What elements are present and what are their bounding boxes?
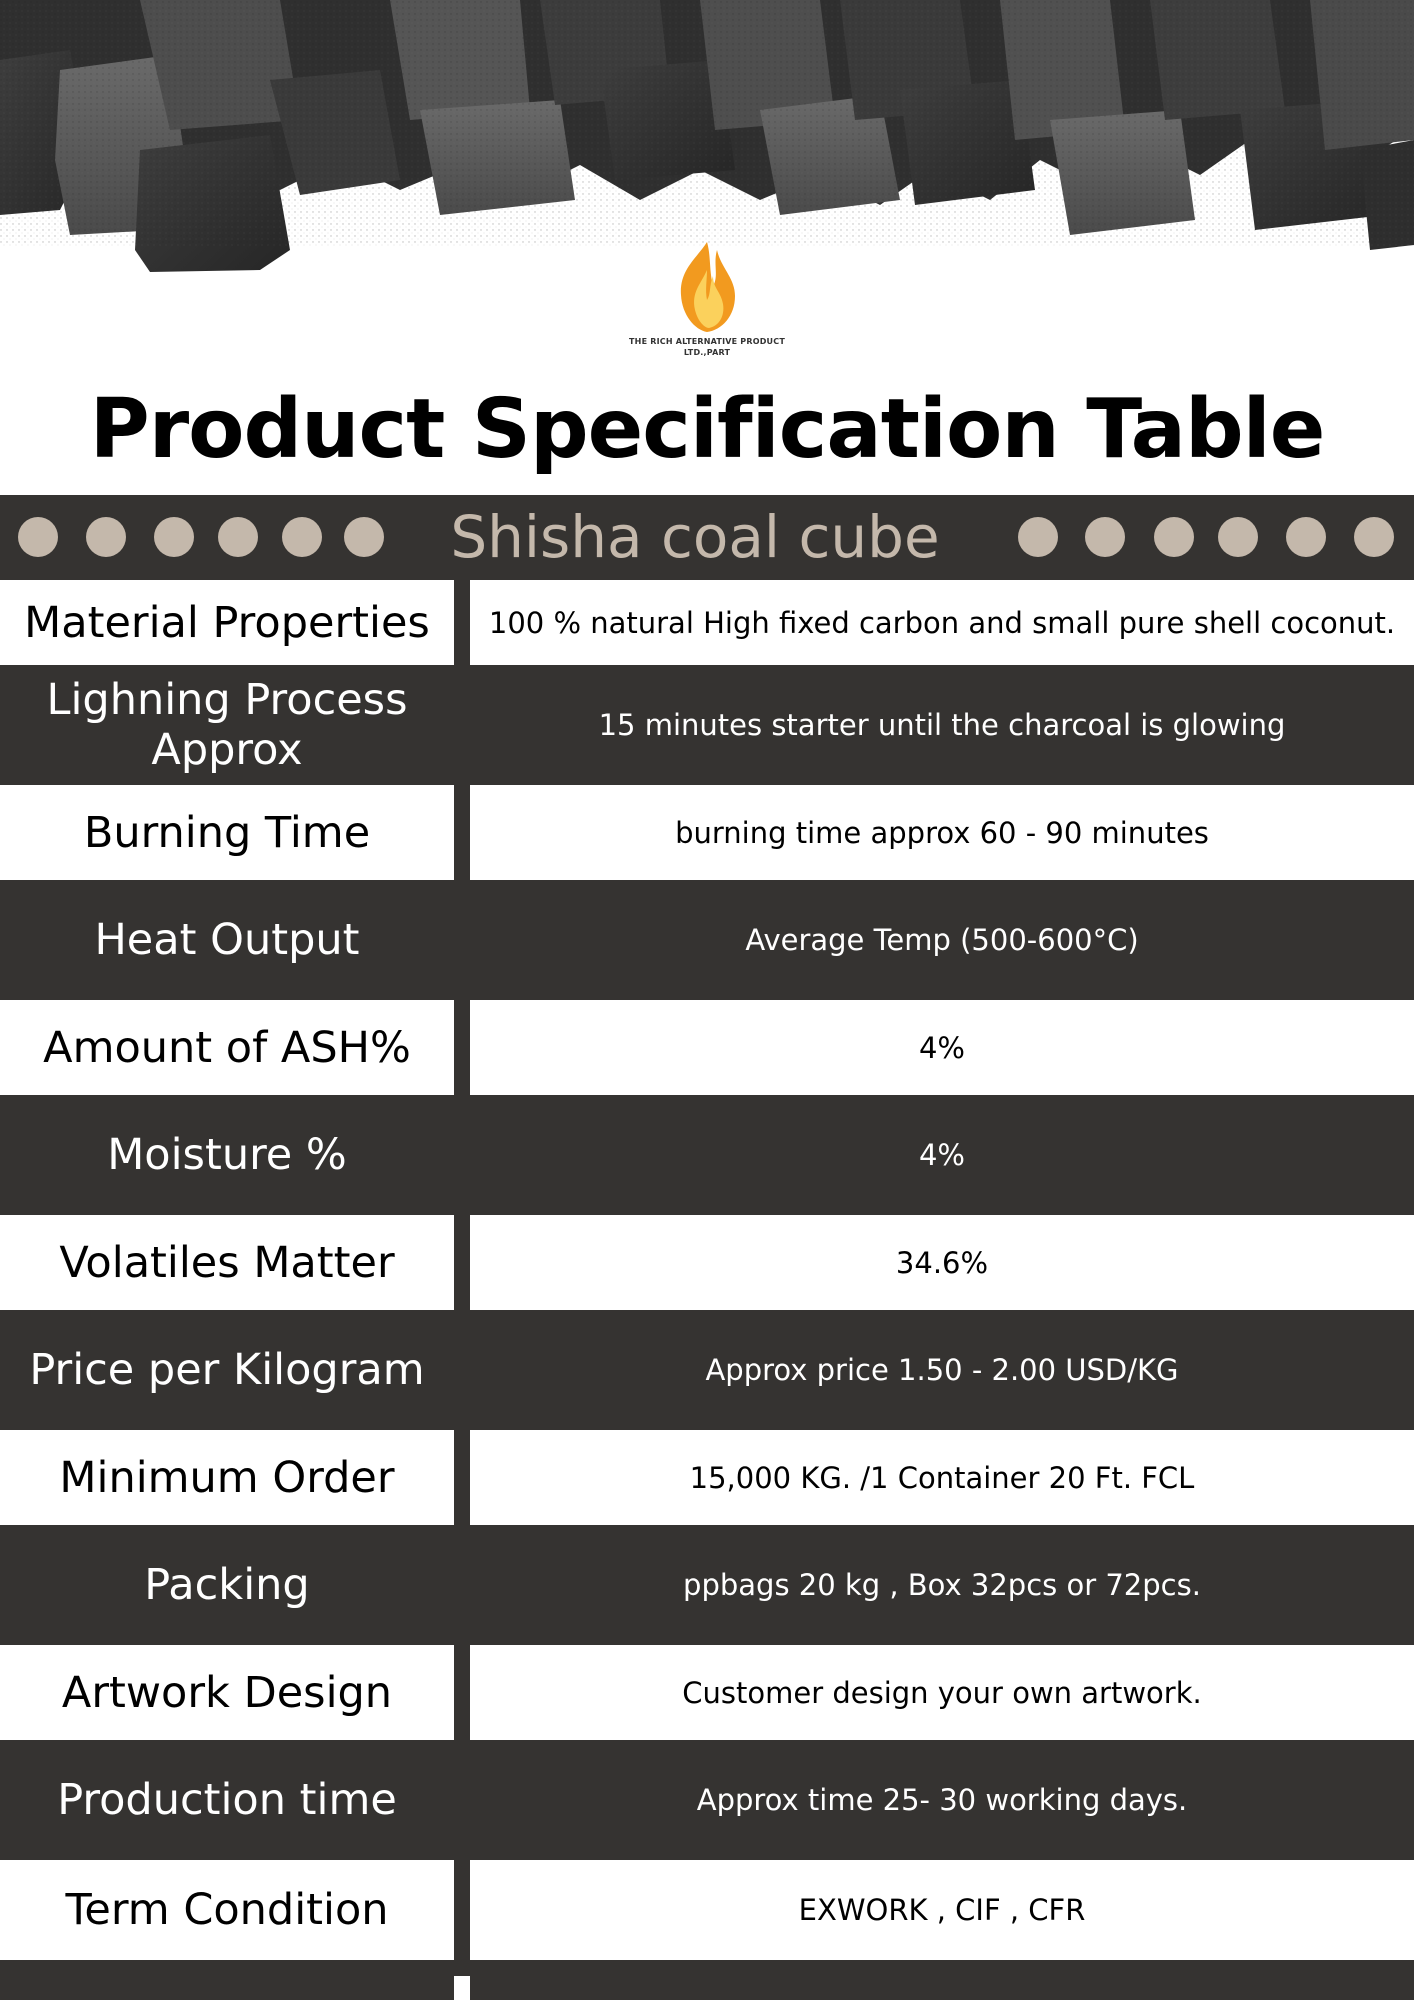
spec-row-price-per-kilogram (0, 1310, 1414, 1430)
spec-row-volatiles-matter (0, 1215, 1414, 1310)
spec-label: Moisture % (107, 1130, 347, 1180)
spec-row-minimum-order (0, 1430, 1414, 1525)
banner-dot (1018, 517, 1058, 557)
product-banner (0, 495, 1414, 580)
spec-value: ppbags 20 kg , Box 32pcs or 72pcs. (683, 1568, 1201, 1602)
spec-value: 34.6% (470, 1215, 1414, 1310)
flame-logo-icon (667, 240, 747, 335)
spec-label: Term Condition (0, 1860, 454, 1960)
spec-value: 100 % natural High fixed carbon and small pure shell coconut. (470, 580, 1414, 665)
banner-dot (1286, 517, 1326, 557)
spec-value: Approx time 25- 30 working days. (696, 1783, 1188, 1817)
banner-dot (1218, 517, 1258, 557)
spec-value: 15 minutes starter until the charcoal is glowing (598, 708, 1286, 742)
banner-dot (282, 517, 322, 557)
spec-label: Heat Output (94, 915, 360, 965)
spec-row-term-condition (0, 1860, 1414, 1960)
spec-value: 4% (470, 1000, 1414, 1095)
banner-dot (154, 517, 194, 557)
logo-caption-line1: THE RICH ALTERNATIVE PRODUCT (629, 337, 785, 346)
table-bottom-divider (454, 1976, 470, 2000)
spec-value: EXWORK , CIF , CFR (470, 1860, 1414, 1960)
spec-row-heat-output (0, 880, 1414, 1000)
spec-label: Volatiles Matter (0, 1215, 454, 1310)
spec-row-amount-of-ash (0, 1000, 1414, 1095)
spec-label: Production time (57, 1775, 397, 1825)
spec-label: Artwork Design (0, 1645, 454, 1740)
spec-value: burning time approx 60 - 90 minutes (470, 785, 1414, 880)
banner-dot (1354, 517, 1394, 557)
spec-row-burning-time (0, 785, 1414, 880)
company-logo (620, 240, 794, 357)
banner-dot (18, 517, 58, 557)
spec-row-material-properties (0, 580, 1414, 665)
spec-label: Lighning Process Approx (46, 675, 408, 775)
spec-row-production-time (0, 1740, 1414, 1860)
spec-row-moisture (0, 1095, 1414, 1215)
spec-label: Price per Kilogram (29, 1345, 425, 1395)
spec-value: 4% (918, 1138, 965, 1172)
spec-label: Burning Time (0, 785, 454, 880)
logo-caption-line2: LTD.,PART (683, 348, 731, 357)
banner-dot (1085, 517, 1125, 557)
banner-dot (86, 517, 126, 557)
banner-dot (218, 517, 258, 557)
spec-value: 15,000 KG. /1 Container 20 Ft. FCL (470, 1430, 1414, 1525)
spec-value: Approx price 1.50 - 2.00 USD/KG (705, 1353, 1179, 1387)
spec-value: Customer design your own artwork. (470, 1645, 1414, 1740)
spec-row-lighning-process (0, 665, 1414, 785)
spec-label: Minimum Order (0, 1430, 454, 1525)
page-title: Product Specification Table (89, 382, 1325, 477)
spec-label: Material Properties (0, 580, 454, 665)
product-name: Shisha coal cube (450, 503, 940, 571)
spec-row-artwork-design (0, 1645, 1414, 1740)
spec-row-packing (0, 1525, 1414, 1645)
spec-value: Average Temp (500-600°C) (745, 923, 1139, 957)
banner-dot (1154, 517, 1194, 557)
spec-label: Amount of ASH% (0, 1000, 454, 1095)
spec-label: Packing (144, 1560, 310, 1610)
table-bottom-strip (0, 1960, 1414, 2000)
